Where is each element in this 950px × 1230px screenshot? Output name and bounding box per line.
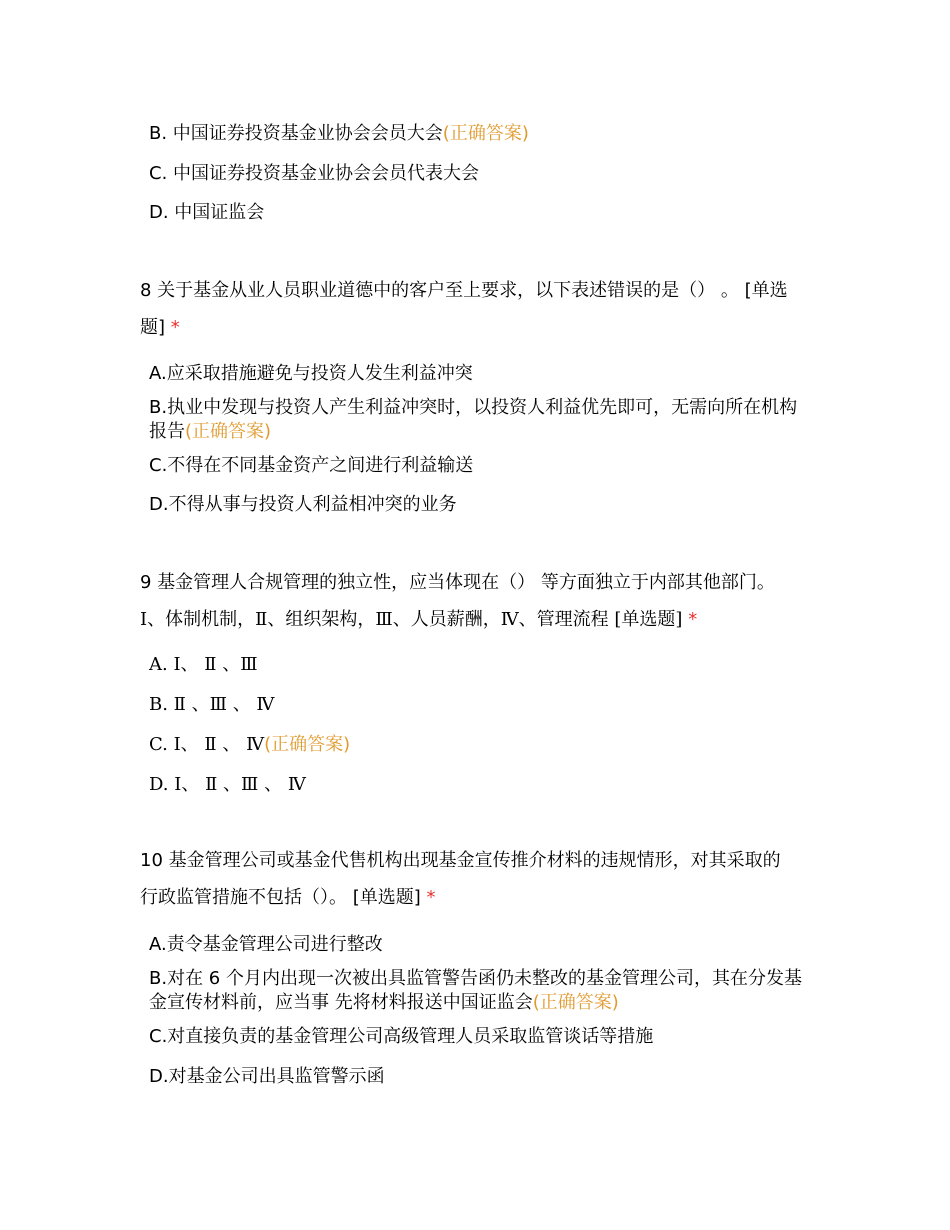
option-text: A. Ⅰ、 Ⅱ 、Ⅲ (149, 654, 258, 675)
correct-answer-tag: (正确答案) (532, 992, 619, 1013)
required-marker: * (170, 317, 180, 338)
q9-line2 (140, 601, 810, 638)
option-text: B.对在 6 个月内出现一次被出具监管警告函仍未整改的基金管理公司，其在分发基金宣传材料前，应当事 先将材料报送中国证监会 (149, 968, 802, 1013)
q10-question (140, 842, 810, 916)
q8-option-a[interactable] (149, 362, 809, 386)
option-text: B. Ⅱ 、Ⅲ 、 Ⅳ (149, 694, 275, 715)
q8-question (140, 272, 810, 346)
q9-option-b[interactable] (149, 693, 809, 717)
q10-option-b[interactable] (149, 967, 809, 1015)
q9-option-a[interactable] (149, 653, 809, 677)
option-text: C.对直接负责的基金管理公司高级管理人员采取监管谈话等措施 (149, 1026, 654, 1047)
option-text: A.责令基金管理公司进行整改 (149, 934, 383, 955)
q8-option-c[interactable] (149, 454, 809, 478)
q8-line1: 8 关于基金从业人员职业道德中的客户至上要求，以下表述错误的是（） 。 [单选 (140, 280, 788, 301)
correct-answer-tag: (正确答案) (264, 734, 351, 755)
required-marker: * (426, 887, 436, 908)
option-text: D. Ⅰ、 Ⅱ 、Ⅲ 、 Ⅳ (149, 774, 306, 795)
option-text: C. 中国证券投资基金业协会会员代表大会 (149, 163, 480, 184)
q9-question (140, 564, 810, 638)
q10-option-c[interactable] (149, 1025, 809, 1049)
q10-option-d[interactable] (149, 1065, 809, 1089)
correct-answer-tag: (正确答案) (442, 123, 529, 144)
q10-line1: 10 基金管理公司或基金代售机构出现基金宣传推介材料的违规情形，对其采取的 (140, 850, 781, 871)
option-text: B. 中国证券投资基金业协会会员大会 (149, 123, 443, 144)
option-text: C.不得在不同基金资产之间进行利益输送 (149, 455, 474, 476)
option-text: B.执业中发现与投资人产生利益冲突时，以投资人利益优先即可，无需向所在机构报告 (149, 397, 798, 442)
q8-option-b[interactable] (149, 396, 809, 444)
q7-option-c[interactable] (149, 162, 809, 186)
option-text: C. Ⅰ、 Ⅱ 、 Ⅳ (149, 734, 265, 755)
q9-line1: 9 基金管理人合规管理的独立性，应当体现在（） 等方面独立于内部其他部门。 (140, 572, 775, 593)
q9-option-d[interactable] (149, 773, 809, 797)
q10-option-a[interactable] (149, 933, 809, 957)
option-text: A.应采取措施避免与投资人发生利益冲突 (149, 363, 473, 384)
question-stem: Ⅰ、体制机制，Ⅱ、组织架构，Ⅲ、人员薪酬，Ⅳ、管理流程 [单选题] (140, 609, 683, 630)
q7-option-d[interactable] (149, 201, 809, 225)
q8-option-d[interactable] (149, 493, 809, 517)
option-text: D.对基金公司出具监管警示函 (149, 1066, 385, 1087)
q10-line2 (140, 879, 810, 916)
required-marker: * (688, 609, 698, 630)
question-type-tag: 题] (140, 317, 166, 338)
question-stem: 行政监管措施不包括（）。 [单选题] (140, 887, 421, 908)
q7-option-b[interactable] (149, 122, 809, 146)
option-text: D.不得从事与投资人利益相冲突的业务 (149, 494, 457, 515)
q8-line2 (140, 309, 810, 346)
correct-answer-tag: (正确答案) (185, 421, 272, 442)
option-text: D. 中国证监会 (149, 202, 265, 223)
q9-option-c[interactable] (149, 733, 809, 757)
